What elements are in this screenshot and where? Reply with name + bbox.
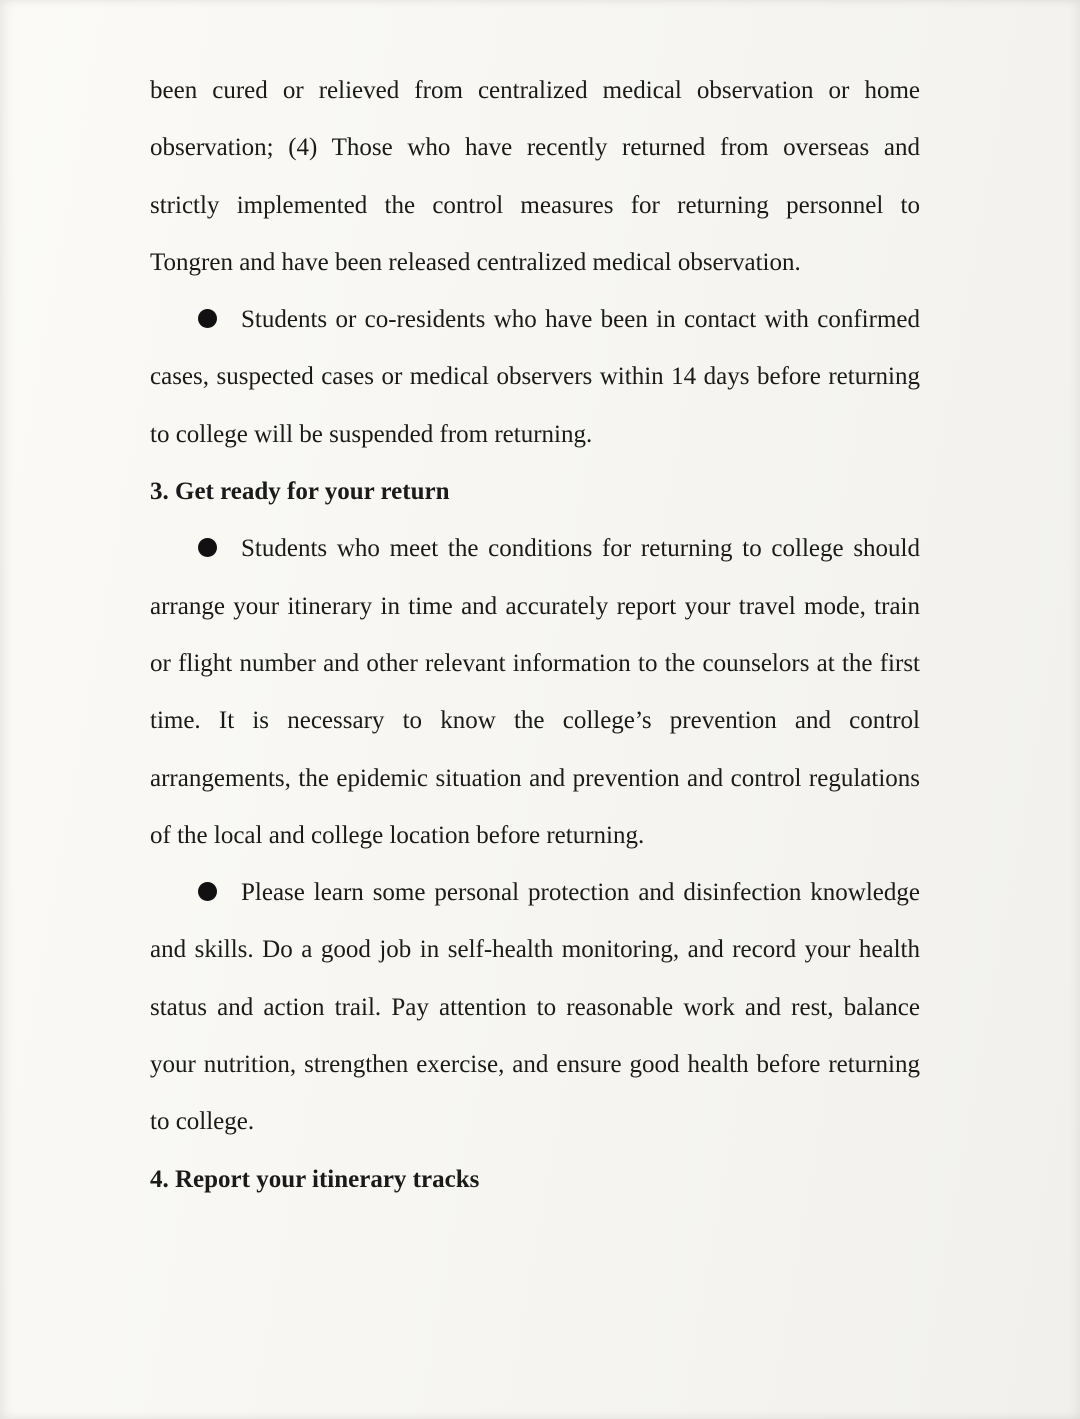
bullet-text: Students who meet the conditions for returning to college should arrange your itinerary in time and accurately report your travel mode, train or flight number and other relevant information to the counselors at the first time. It is necessary to know the college’s prevention and control arrangements, the epidemic situation and prevention and control regulations of the local and college location before returning. [150,535,920,849]
bullet-icon [198,309,217,328]
bullet-paragraph-contact [150,291,920,463]
bullet-icon [198,882,217,901]
bullet-paragraph-protection [150,864,920,1150]
bullet-icon [198,538,217,557]
paragraph-continuation: been cured or relieved from centralized medical observation or home observation; (4) Those who have recently returned from overseas and strictly implemented the control measures for returning personnel to Tongren and have been released centralized medical observation. [150,77,920,276]
section-heading-report-tracks: 4. Report your itinerary tracks [150,1165,480,1193]
bullet-paragraph-itinerary [150,520,920,864]
bullet-text: Please learn some personal protection and disinfection knowledge and skills. Do a good job in self-health monitoring, and record your health status and action trail. Pay attention to reasonable work and rest, balance your nutrition, strengthen exercise, and ensure good health before returning to college. [150,879,920,1136]
section-heading-get-ready: 3. Get ready for your return [150,478,450,506]
bullet-text: Students or co-residents who have been in contact with confirmed cases, suspected cases or medical observers within 14 days before returning to college will be suspended from returning. [150,306,920,448]
document-body [150,62,920,1208]
